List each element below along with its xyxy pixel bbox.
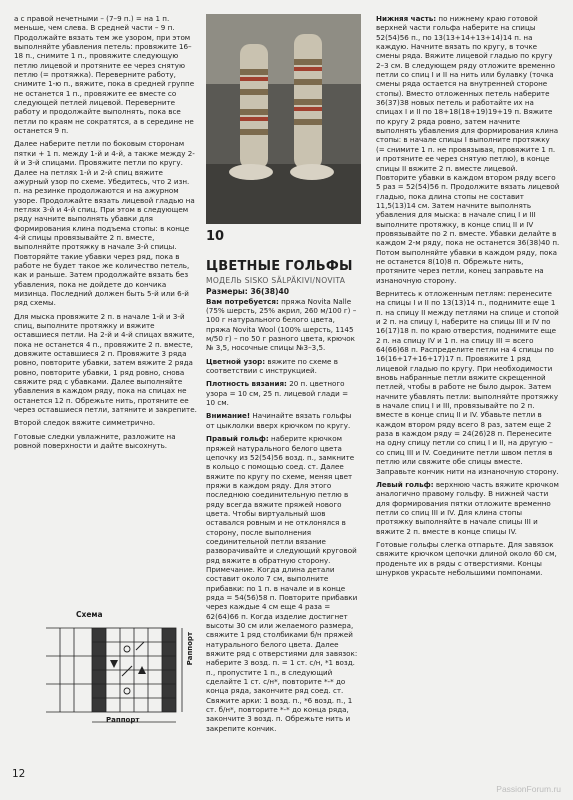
left-text-column	[14, 14, 197, 454]
mid-paragraph: Плотность вязания: 20 п. цветного узора = 10 см, 25 п. лицевой глади = 10 см.	[206, 379, 349, 408]
knee-socks-photo	[206, 14, 361, 224]
watermark: PassionForum.ru	[496, 784, 561, 794]
article-heading	[206, 259, 359, 297]
left-paragraph: Второй следок вяжите симметрично.	[14, 418, 156, 428]
photo-illustration	[206, 14, 361, 224]
knitting-scheme	[44, 610, 204, 740]
article-number: 10	[206, 229, 225, 244]
page-number: 12	[12, 768, 26, 780]
rapport-horizontal-label: Раппорт	[106, 716, 140, 724]
mid-paragraph: Вам потребуется: пряжа Novita Nalle (75% шерсть, 25% акрил, 260 м/100 г) – 100 г натурального белого цвета, пряжа Novita Wool (100% шерсть, 1145 м/50 г) – по 50 г разного цвета, крючок № 3,5, носочные спицы №3–3,5.	[206, 296, 357, 353]
left-paragraph: Далее наберите петли по боковым сторонам пятки + 1 п. между 1-й и 4-й, а также между 2-й и 3-й спицами. Провяжите петли по кругу. Далее на петлях 1-й и 2-й спиц вяжите ажурный узор по схеме. Убедитесь, что 2 изн. п. на резинке продолжаются и на ажурном узоре. Продолжайте вязать лицевой гладью на петлях 3-й и 4-й спиц. При этом в следующем ряду начните выполнять убавки для формирования клина подъема стопы: в конце 4-й спицы провязывайте 2 п. вместе, выполняйте протяжку в начале 3-й спицы. Повторяйте такие убавки через ряд, пока в работе не будет такое же количество петель, как и раньше. Затем продолжайте вязать без убавления, пока не дойдете до кончика мизинца. Последний должен быть 5-й или 6-й ряд схемы.	[14, 139, 195, 308]
right-paragraph: Вернитесь к отложенным петлям: перенесите на спицы I и II по 13(13)14 п., поднимите еще 1 п. на спицу II между петлями на спице и стопой и 2 п. на спицу I, наберите на спицы III и IV по 16(17)18 п. по краю отверстия, поднимите еще 2 п. на спицу IV и 1 п. на спицу III = всего 64(66)68 п. Распределите петли на 4 спицы по 16(16+17+16+17)17 п. Провяжите 1 ряд лицевой гладью по кругу. При необходимости вновь набранные петли вяжите скрещенной петлей, чтобы в работе не было дырок. Затем начните убавлять петли: выполняйте протяжку в начале спиц I и III, провязывайте по 2 п. вместе в конце спиц II и IV. Убавьте петли в каждом втором ряду всего 8 раз, затем еще 2 раза в каждом ряду = 24(26)28 п. Перенесите на одну спицу петли со спиц I и II, на другую – со спиц III и IV. Соедините петли швом петля в петлю или свяжите обе спицы вместе. Заправьте кончик нити на изнаночную сторону.	[376, 288, 559, 476]
right-paragraph: Готовые гольфы слегка отпарьте. Для завязок свяжите крючком цепочки длиной около 60 см, проденьте их в ряды с отверстиями. Концы шнурков украсьте небольшими помпонами.	[376, 539, 557, 577]
right-paragraph: Левый гольф: верхнюю часть вяжите крючком аналогично правому гольфу. В нижней части для формирования пятки отложите временно петли со спиц III и IV. Для клина стопы протяжку выполняйте в начале спицы III и вяжите 2 п. вместе в конце спицы IV.	[376, 479, 559, 536]
scheme-title: Схема	[76, 610, 103, 619]
rapport-vertical-label: Раппорт	[186, 632, 194, 666]
article-model: МОДЕЛЬ SISKO SÄLPÄKIVI/NOVITA	[206, 276, 346, 285]
mid-paragraph: Внимание! Начинайте вязать гольфы от цыклолки вверх крючком по кругу.	[206, 411, 352, 430]
left-paragraph: Для мыска провяжите 2 п. в начале 1-й и 3-й спиц, выполните протяжку и вяжите оставшиеся петли. На 2-й и 4-й спицах вяжите, пока не останется 4 п., провяжите 2 п. вместе, довяжите оставшиеся 2 п. Провяжите 3 ряда ровно, повторите убавки, затем вяжите 2 ряда ровно, повторите убавки, 1 ряд ровно, снова свяжите ряд с убавками. Далее выполняйте убавления в каждом ряду, пока на спицах не останется 12 п. Обрежьте нить, протяните ее через оставшиеся петли, затяните и закрепите.	[14, 311, 197, 415]
left-paragraph: Готовые следки увлажните, разложите на ровной поверхности и дайте высохнуть.	[14, 431, 176, 451]
mid-paragraph: Цветной узор: вяжите по схеме в соответствии с инструкцией.	[206, 356, 338, 376]
right-text-column	[376, 14, 560, 581]
article-sizes: Размеры: 36(38)40	[206, 287, 290, 297]
article-title: ЦВЕТНЫЕ ГОЛЬФЫ	[206, 259, 353, 274]
right-paragraph: Нижняя часть: по нижнему краю готовой верхней части гольфа наберите на спицы 52(54)56 п., по 13(13+14+13+14)14 п. на каждую. Начните вязать по кругу, в точке смены ряда. Вяжите лицевой гладью по кругу 2–3 см. В следующем ряду отложите временно петли со спиц I и II на нить или булавку (точка смены ряда остается на внутренней стороне стопы). Вместо отложенных петель наберите 36(37)38 новых петель и работайте их на спицах I и II по 18+18(18+19)19+19 п. Вяжите по кругу 2 ряда ровно, затем начните выполнять убавления для формирования клина стопы: в начале спицы I выполните протяжку (= снимите 1 п. не провязывая, провяжите 1 п. и протяните ее через снятую петлю), в конце спицы II вяжите 2 п. вместе лицевой. Повторите убавки в каждом втором ряду всего 5 раз = 52(54)56 п. Продолжите вязать лицевой гладью, пока длина стопы не составит 11,5(13)14 см. Затем начните выполнять убавления для мыска: в начале спиц I и III выполните протяжку, в конце спиц II и IV провязывайте по 2 п. вместе. Убавки делайте в каждом 2-м ряду, пока не останется 36(38)40 п. Потом выполняйте убавки в каждом ряду, пока не останется 8(10)8 п. Обрежьте нить, протяните через петли, конец заправьте на изнаночную сторону.	[376, 14, 560, 285]
middle-text-column	[206, 245, 359, 737]
left-paragraph: а с правой нечетными – (7–9 п.) = на 1 п. меньше, чем слева. В средней части – 9 п. Продолжайте вязать тем же узором, при этом выполняйте убавления петель: провяжите 16–18 п., снимите 1 п., провяжите следующую петлю лицевой и протяните ее через снятую петлю (= протяжка). Переверните работу, снимите 1-ю п., вяжите, пока в средней группе не останется 1 п., провяжите ее вместе со следующей петлей лицевой. Переверните работу и продолжайте выполнять, пока все петли по краям не сократятся, а в середине не останется 9 п.	[14, 14, 195, 136]
mid-paragraph: Правый гольф: наберите крючком пряжей натурального белого цвета цепочку из 52(54)56 возд. п., замкните в кольцо с помощью соед. ст. Далее вяжите по кругу по схеме, меняя цвет пряжи в каждом ряду. Для этого последнюю соединительную петлю в ряду всегда вяжите пряжей нового цвета. Чтобы виртуальный шов оставался ровным и не отклонялся в сторону, после выполнения соединительной петли вязание разворачивайте и следующий круговой ряд вяжите в обратную сторону. Примечание. Когда длина детали составит около 7 см, выполните прибавки: по 1 п. в начале и в конце ряда = 54(56)58 п. Повторите прибавки через каждые 4 см еще 4 раза = 62(64)66 п. Когда изделие достигнет высоты 30 см или желаемого размера, свяжите 1 ряд столбиками б/н пряжей натурального белого цвета. Далее вяжите ряд с отверстиями для завязок: наберите 3 возд. п. = 1 ст. с/н, *1 возд. п., пропустите 1 п., в следующий сделайте 1 ст. с/н*, повторите *-* до конца ряда, закончите ряд соед. ст. Свяжите арки: 1 возд. п., *6 возд. п., 1 ст. б/н*, повторите *-* до конца ряда, закончите 3 возд. п. Обрежьте нить и закрепите кончик.	[206, 434, 358, 733]
